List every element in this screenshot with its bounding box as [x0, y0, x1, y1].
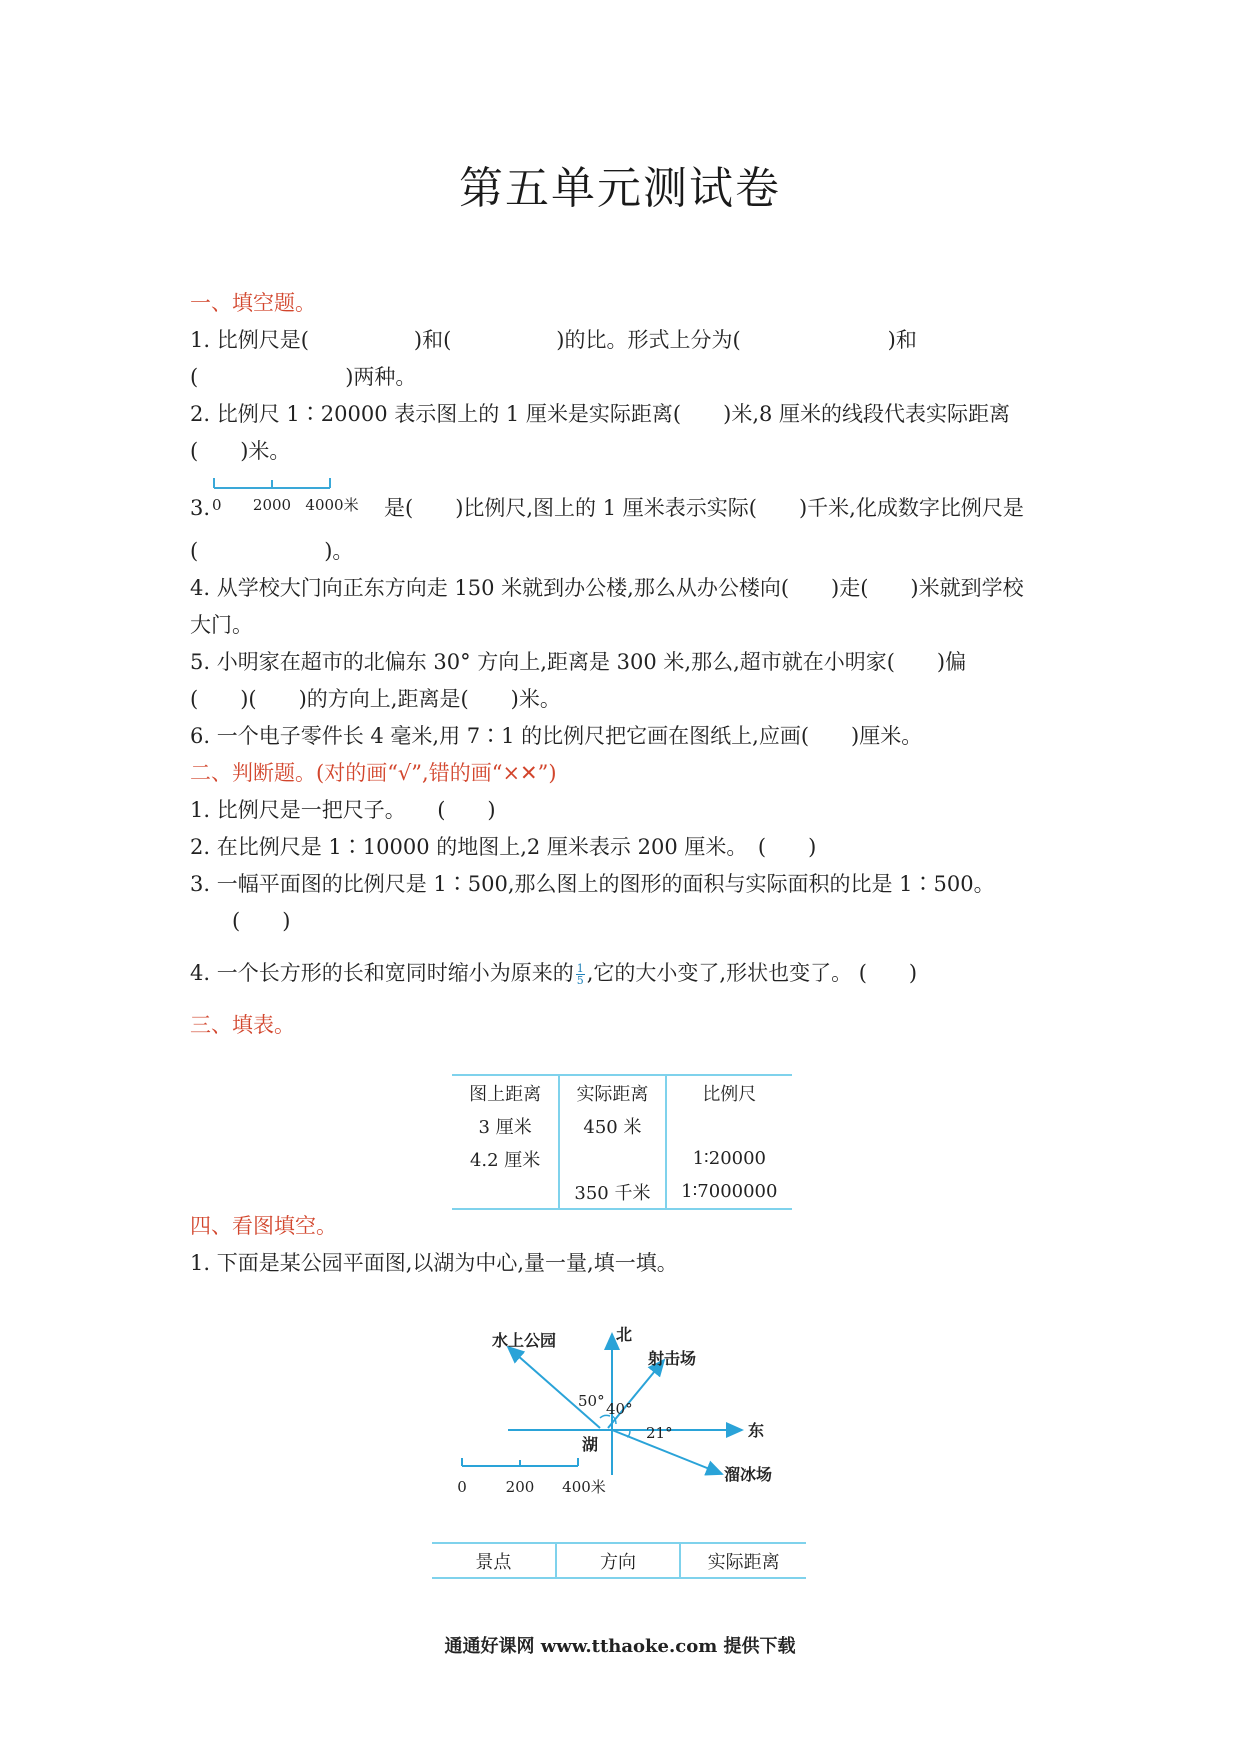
- table-cell: [666, 1109, 792, 1142]
- q1-6: 6. 一个电子零件长 4 毫米,用 7∶1 的比例尺把它画在图纸上,应画( )厘米。: [190, 724, 923, 748]
- label-angle-21: 21°: [646, 1424, 673, 1442]
- label-angle-50: 50°: [578, 1392, 605, 1410]
- section-4-heading: 四、看图填空。: [190, 1214, 337, 1238]
- section-2-heading: 二、判断题。(对的画“√”,错的画“×✕”): [190, 761, 557, 785]
- q1-1-line-1: 1. 比例尺是( )和( )的比。形式上分为( )和: [190, 328, 917, 352]
- fraction-one-fifth: [576, 963, 585, 986]
- table-header: 景点: [432, 1543, 556, 1578]
- q1-5-line-1: 5. 小明家在超市的北偏东 30° 方向上,距离是 300 米,那么,超市就在小明家( )偏: [190, 650, 967, 674]
- q2-4-text-post: ,它的大小变了,形状也变了。 ( ): [586, 961, 918, 985]
- q2-4: [190, 958, 917, 988]
- table-cell: 1∶7000000: [666, 1175, 792, 1209]
- page-title: 第五单元测试卷: [459, 163, 781, 214]
- q1-2-line-2: ( )米。: [190, 439, 291, 463]
- table-cell: [559, 1142, 665, 1175]
- answer-table: [432, 1542, 806, 1579]
- q2-3-line-1: 3. 一幅平面图的比例尺是 1∶500,那么图上的图形的面积与实际面积的比是 1∶500。: [190, 872, 995, 896]
- footer: 通通好课网 www.tthaoke.com 提供下载: [444, 1636, 796, 1657]
- label-skating: 溜冰场: [724, 1465, 773, 1484]
- q2-2: 2. 在比例尺是 1∶10000 的地图上,2 厘米表示 200 厘米。 ( ): [190, 835, 817, 859]
- table-cell: 350 千米: [559, 1175, 665, 1209]
- fill-table: [452, 1074, 792, 1210]
- q1-4-line-1: 4. 从学校大门向正东方向走 150 米就到办公楼,那么从办公楼向( )走( )米就到学校: [190, 576, 1024, 600]
- q4-1: 1. 下面是某公园平面图,以湖为中心,量一量,填一填。: [190, 1251, 678, 1275]
- map-scale-label-2: 400米: [562, 1478, 606, 1496]
- map-scale-label-1: 200: [505, 1478, 535, 1496]
- q1-2-line-1: 2. 比例尺 1∶20000 表示图上的 1 厘米是实际距离( )米,8 厘米的线段代表实际距离: [190, 402, 1011, 426]
- table-header: 图上距离: [452, 1075, 559, 1109]
- label-shooting: 射击场: [648, 1349, 697, 1368]
- section-1-heading: 一、填空题。: [190, 291, 316, 315]
- scale-mini-label-2: 4000米: [305, 496, 359, 514]
- table-cell: 4.2 厘米: [452, 1142, 559, 1175]
- table-header: 实际距离: [559, 1075, 665, 1109]
- label-center: 湖: [582, 1435, 599, 1454]
- table-cell: 3 厘米: [452, 1109, 559, 1142]
- q1-1-line-2: ( )两种。: [190, 365, 417, 389]
- section-3-heading: 三、填表。: [190, 1013, 295, 1037]
- fraction-denominator: 5: [576, 974, 584, 987]
- answer-table-header-row: [432, 1543, 806, 1578]
- label-north: 北: [616, 1325, 633, 1344]
- label-angle-40: 40°: [606, 1400, 633, 1418]
- q2-4-text-pre: 4. 一个长方形的长和宽同时缩小为原来的: [190, 961, 574, 985]
- park-map: [440, 1318, 820, 1518]
- q1-5-line-2: ( )( )的方向上,距离是( )米。: [190, 687, 561, 711]
- table-header: 方向: [556, 1543, 681, 1578]
- table-cell: 450 米: [559, 1109, 665, 1142]
- q1-4-line-2: 大门。: [190, 613, 253, 637]
- table-row: [452, 1175, 792, 1209]
- table-header-row: [452, 1075, 792, 1109]
- table-row: [452, 1109, 792, 1142]
- table-header: 实际距离: [680, 1543, 806, 1578]
- q2-3-line-2: ( ): [232, 909, 291, 933]
- ray-water-park: [508, 1347, 600, 1428]
- table-row: [452, 1142, 792, 1175]
- fraction-numerator: 1: [576, 962, 584, 975]
- q1-3-line-2: ( )。: [190, 539, 354, 563]
- q1-3-line-1: 是( )比例尺,图上的 1 厘米表示实际( )千米,化成数字比例尺是: [384, 496, 1024, 520]
- table-cell: [452, 1175, 559, 1209]
- scale-mini-label-0: 0: [212, 496, 222, 514]
- label-water-park: 水上公园: [492, 1331, 557, 1350]
- table-header: 比例尺: [666, 1075, 792, 1109]
- map-scale-label-0: 0: [457, 1478, 467, 1496]
- q1-3-number: 3.: [190, 496, 211, 520]
- table-cell: 1∶20000: [666, 1142, 792, 1175]
- scale-mini-label-1: 2000: [252, 496, 292, 514]
- label-east: 东: [748, 1421, 765, 1440]
- line-scale-small: [212, 476, 359, 516]
- q2-1: 1. 比例尺是一把尺子。 ( ): [190, 798, 496, 822]
